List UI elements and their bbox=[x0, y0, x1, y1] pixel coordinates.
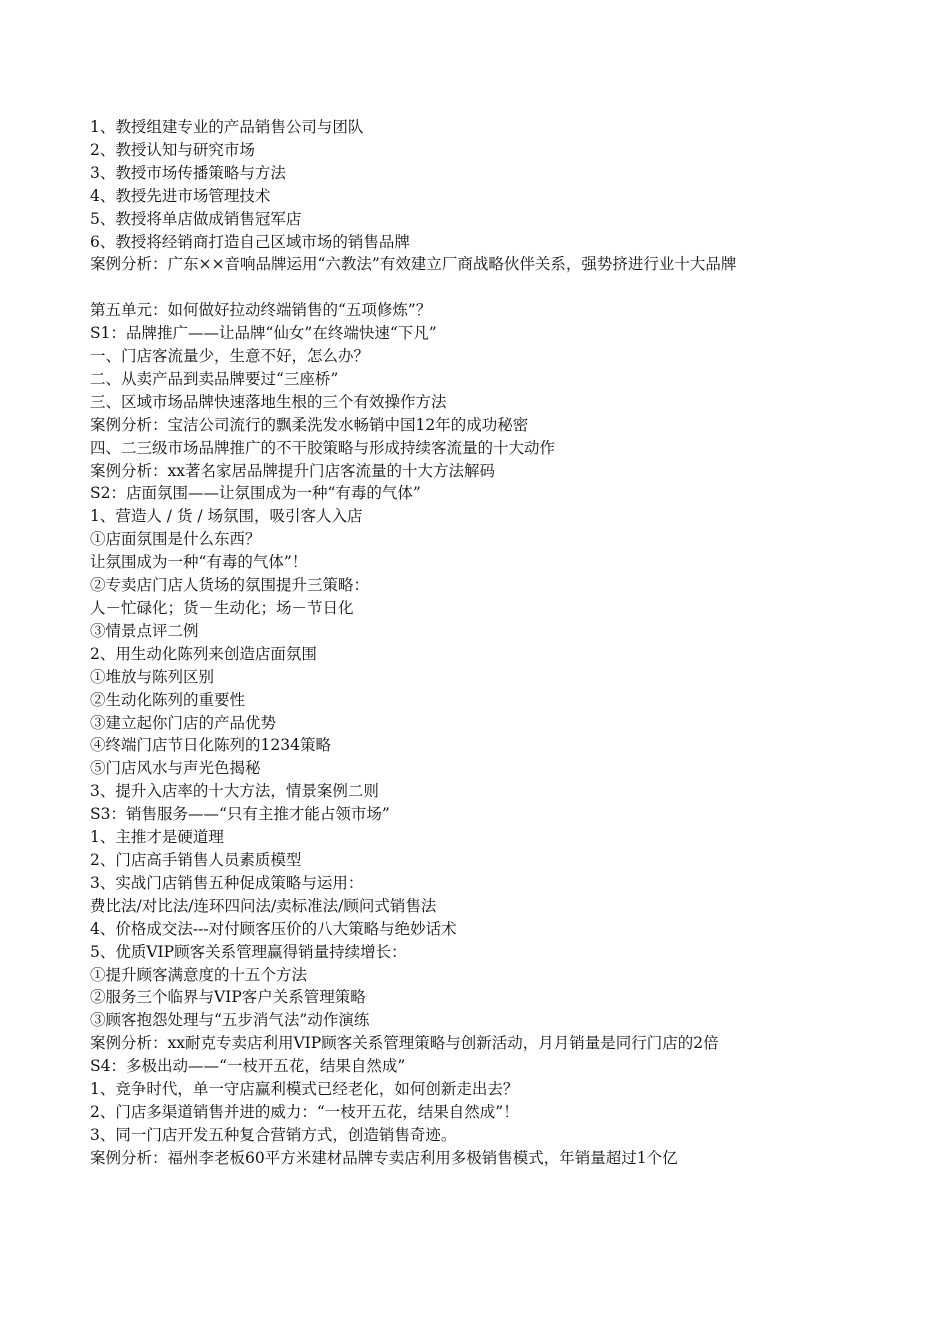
text-line: ③顾客抱怨处理与“五步消气法”动作演练 bbox=[90, 1011, 370, 1030]
text-line: ①堆放与陈列区别 bbox=[90, 667, 215, 686]
case-analysis-line: 案例分析：宝洁公司流行的飘柔洗发水畅销中国12年的成功秘密 bbox=[90, 415, 529, 434]
text-line: ④终端门店节日化陈列的1234策略 bbox=[90, 736, 331, 755]
case-analysis-line: 案例分析：xx著名家居品牌提升门店客流量的十大方法解码 bbox=[90, 461, 495, 480]
text-line: ⑤门店风水与声光色揭秘 bbox=[90, 759, 261, 778]
subsection-heading: S1：品牌推广——让品牌“仙女”在终端快速“下凡” bbox=[90, 324, 437, 343]
case-analysis-line: 案例分析：广东××音响品牌运用“六教法”有效建立厂商战略伙伴关系，强势挤进行业十大品牌 bbox=[90, 255, 737, 274]
blank-line bbox=[90, 276, 790, 299]
text-line: 4、教授先进市场管理技术 bbox=[90, 186, 271, 205]
text-line: 1、主推才是硬道理 bbox=[90, 828, 224, 847]
text-line: 6、教授将经销商打造自己区域市场的销售品牌 bbox=[90, 232, 410, 251]
case-analysis-line: 案例分析：xx耐克专卖店利用VIP顾客关系管理策略与创新活动，月月销量是同行门店的2倍 bbox=[90, 1034, 719, 1053]
document-body bbox=[90, 116, 790, 1170]
text-line: ②服务三个临界与VIP客户关系管理策略 bbox=[90, 988, 366, 1007]
text-line: ②专卖店门店人货场的氛围提升三策略： bbox=[90, 576, 370, 595]
text-line: ①店面氛围是什么东西？ bbox=[90, 530, 261, 549]
text-line: ③建立起你门店的产品优势 bbox=[90, 713, 277, 732]
section-heading: 第五单元：如何做好拉动终端销售的“五项修炼”？ bbox=[90, 301, 432, 320]
text-line: ①提升顾客满意度的十五个方法 bbox=[90, 965, 308, 984]
text-line: 一、门店客流量少，生意不好，怎么办？ bbox=[90, 347, 370, 366]
text-line: ③情景点评二例 bbox=[90, 621, 199, 640]
subsection-heading: S2：店面氛围——让氛围成为一种“有毒的气体” bbox=[90, 484, 421, 503]
case-analysis-line: 案例分析：福州李老板60平方米建材品牌专卖店利用多极销售模式，年销量超过1个亿 bbox=[90, 1148, 678, 1167]
text-line: ②生动化陈列的重要性 bbox=[90, 690, 246, 709]
text-line: 让氛围成为一种“有毒的气体”！ bbox=[90, 553, 308, 572]
text-line: 四、二三级市场品牌推广的不干胶策略与形成持续客流量的十大动作 bbox=[90, 438, 556, 457]
text-line: 3、同一门店开发五种复合营销方式，创造销售奇迹。 bbox=[90, 1125, 457, 1144]
text-line: 3、实战门店销售五种促成策略与运用： bbox=[90, 873, 364, 892]
text-line: 二、从卖产品到卖品牌要过“三座桥” bbox=[90, 369, 339, 388]
text-line: 2、用生动化陈列来创造店面氛围 bbox=[90, 644, 317, 663]
text-line: 4、价格成交法---对付顾客压价的八大策略与绝妙话术 bbox=[90, 919, 457, 938]
subsection-heading: S3：销售服务——“只有主推才能占领市场” bbox=[90, 805, 390, 824]
text-line: 2、门店高手销售人员素质模型 bbox=[90, 850, 302, 869]
text-line: 1、竞争时代，单一守店赢利模式已经老化，如何创新走出去？ bbox=[90, 1080, 519, 1099]
text-line: 1、营造人 / 货 / 场氛围，吸引客人入店 bbox=[90, 507, 363, 526]
text-line: 5、优质VIP顾客关系管理赢得销量持续增长： bbox=[90, 942, 407, 961]
text-line: 人－忙碌化；货－生动化；场－节日化 bbox=[90, 599, 354, 618]
text-line: 三、区域市场品牌快速落地生根的三个有效操作方法 bbox=[90, 392, 447, 411]
text-line: 3、提升入店率的十大方法，情景案例二则 bbox=[90, 782, 379, 801]
text-line: 5、教授将单店做成销售冠军店 bbox=[90, 209, 302, 228]
text-line: 3、教授市场传播策略与方法 bbox=[90, 163, 286, 182]
text-line: 费比法/对比法/连环四问法/卖标准法/顾问式销售法 bbox=[90, 896, 437, 915]
text-line: 1、教授组建专业的产品销售公司与团队 bbox=[90, 118, 364, 136]
text-line: 2、门店多渠道销售并进的威力：“一枝开五花，结果自然成”！ bbox=[90, 1102, 519, 1121]
subsection-heading: S4：多极出动——“一枝开五花，结果自然成” bbox=[90, 1057, 406, 1076]
text-line: 2、教授认知与研究市场 bbox=[90, 140, 255, 159]
